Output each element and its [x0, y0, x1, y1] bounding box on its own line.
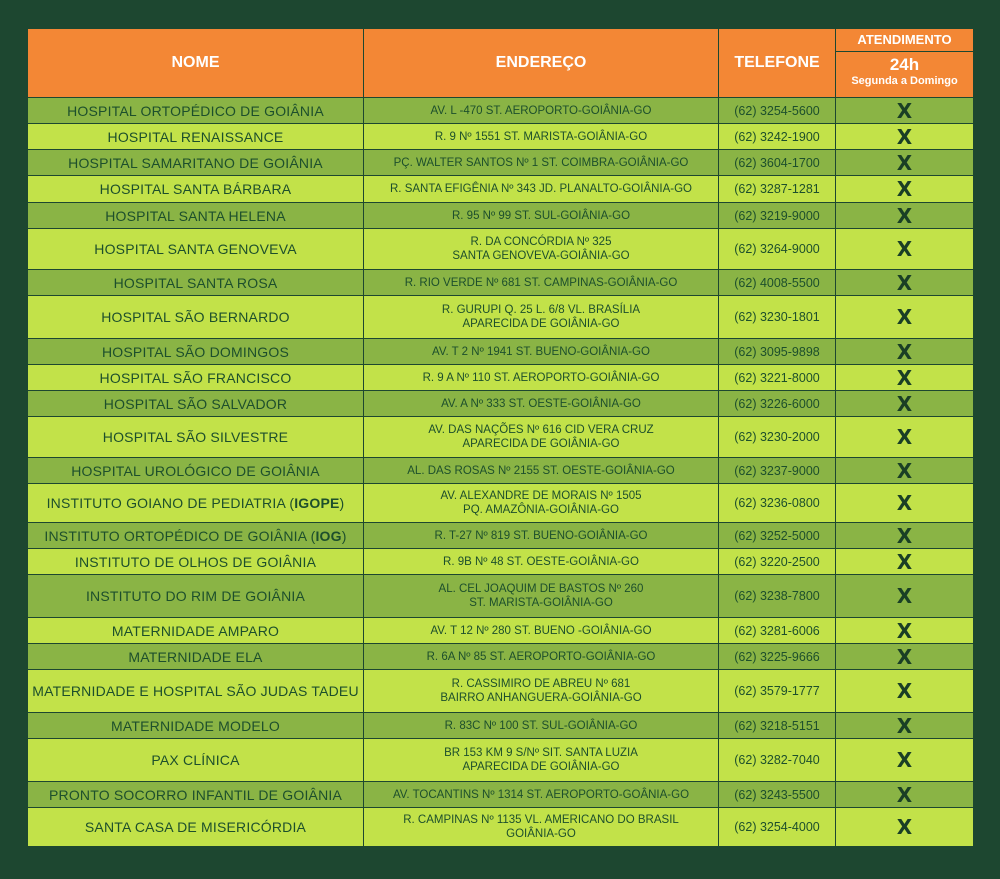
hospital-table-frame [27, 28, 973, 851]
hospital-address [364, 296, 719, 339]
hospital-phone: (62) 3237-9000 [719, 458, 836, 484]
address-line-1: AL. DAS ROSAS Nº 2155 ST. OESTE-GOIÂNIA-GO [407, 464, 675, 477]
hospital-address [364, 339, 719, 365]
address-line-2: ST. MARISTA-GOIÂNIA-GO [469, 597, 613, 609]
check-x-icon: X [836, 365, 974, 391]
hospital-name [28, 270, 364, 296]
table-row [28, 808, 974, 847]
check-x-icon: X [836, 523, 974, 549]
check-x-icon: X [836, 670, 974, 713]
check-x-icon: X [836, 417, 974, 458]
table-row [28, 670, 974, 713]
address-line-1: AV. TOCANTINS Nº 1314 ST. AEROPORTO-GOÂNIA-GO [392, 788, 690, 801]
table-row [28, 713, 974, 739]
header-days: Segunda a Domingo [851, 75, 958, 87]
check-x-icon: X [836, 808, 974, 847]
hospital-address [364, 575, 719, 618]
check-x-icon: X [836, 229, 974, 270]
hospital-name-text: HOSPITAL SÃO SALVADOR [103, 395, 288, 412]
address-line-1: AV. DAS NAÇÕES Nº 616 CID VERA CRUZ [428, 424, 654, 436]
address-line-1: R. 95 Nº 99 ST. SUL-GOIÂNIA-GO [451, 209, 631, 222]
check-x-icon: X [836, 782, 974, 808]
table-row [28, 203, 974, 229]
hospital-address [364, 713, 719, 739]
hospital-table [27, 28, 974, 847]
table-body [28, 98, 974, 847]
hospital-name-text: HOSPITAL SÃO FRANCISCO [99, 369, 292, 386]
hospital-name [28, 339, 364, 365]
header-24h: 24h [889, 55, 920, 74]
hospital-name [28, 484, 364, 523]
table-row [28, 739, 974, 782]
check-x-icon: X [836, 339, 974, 365]
hospital-phone: (62) 3219-9000 [719, 203, 836, 229]
hospital-phone: (62) 3230-2000 [719, 417, 836, 458]
address-line-1: R. CASSIMIRO DE ABREU Nº 681 [451, 678, 631, 690]
table-row [28, 176, 974, 203]
hospital-acronym: IOG [315, 527, 342, 544]
address-line-1: R. 6A Nº 85 ST. AEROPORTO-GOIÂNIA-GO [426, 650, 656, 663]
check-x-icon: X [836, 739, 974, 782]
hospital-name [28, 296, 364, 339]
hospital-phone: (62) 3243-5500 [719, 782, 836, 808]
address-line-2: SANTA GENOVEVA-GOIÂNIA-GO [452, 250, 630, 262]
address-line-1: R. 9 A Nº 110 ST. AEROPORTO-GOIÂNIA-GO [422, 371, 660, 384]
address-line-1: R. RIO VERDE Nº 681 ST. CAMPINAS-GOIÂNIA-GO [404, 276, 678, 289]
address-line-1: R. 9 Nº 1551 ST. MARISTA-GOIÂNIA-GO [434, 130, 648, 143]
hospital-address [364, 739, 719, 782]
hospital-name-text: MATERNIDADE ELA [128, 648, 263, 665]
hospital-name-end: ) [341, 527, 347, 544]
check-x-icon: X [836, 644, 974, 670]
hospital-name [28, 176, 364, 203]
table-row [28, 549, 974, 575]
hospital-name [28, 229, 364, 270]
hospital-phone: (62) 3225-9666 [719, 644, 836, 670]
table-row [28, 150, 974, 176]
hospital-name-text: HOSPITAL SANTA GENOVEVA [94, 241, 297, 257]
table-row [28, 98, 974, 124]
address-line-1: BR 153 KM 9 S/Nº SIT. SANTA LUZIA [444, 747, 638, 759]
hospital-name-text: MATERNIDADE E HOSPITAL SÃO JUDAS TADEU [32, 683, 359, 699]
hospital-address [364, 618, 719, 644]
check-x-icon: X [836, 98, 974, 124]
hospital-name-text: HOSPITAL UROLÓGICO DE GOIÂNIA [71, 462, 320, 479]
hospital-address [364, 417, 719, 458]
hospital-phone: (62) 3604-1700 [719, 150, 836, 176]
address-line-1: R. T-27 Nº 819 ST. BUENO-GOIÂNIA-GO [434, 529, 648, 542]
table-row [28, 270, 974, 296]
check-x-icon: X [836, 618, 974, 644]
hospital-phone: (62) 3236-0800 [719, 484, 836, 523]
hospital-phone: (62) 3218-5151 [719, 713, 836, 739]
hospital-name [28, 124, 364, 150]
check-x-icon: X [836, 484, 974, 523]
hospital-address [364, 98, 719, 124]
hospital-phone: (62) 3221-8000 [719, 365, 836, 391]
hospital-name [28, 713, 364, 739]
check-x-icon: X [836, 391, 974, 417]
check-x-icon: X [836, 549, 974, 575]
hospital-name-text: INSTITUTO ORTOPÉDICO DE GOIÂNIA ( [44, 527, 316, 544]
hospital-phone: (62) 3287-1281 [719, 176, 836, 203]
check-x-icon: X [836, 270, 974, 296]
hospital-name [28, 391, 364, 417]
address-line-1: R. SANTA EFIGÊNIA Nº 343 JD. PLANALTO-GOIÂNIA-GO [390, 183, 692, 195]
hospital-name [28, 417, 364, 458]
address-line-2: PQ. AMAZÔNIA-GOIÂNIA-GO [463, 504, 619, 516]
hospital-name-text: MATERNIDADE MODELO [110, 717, 281, 734]
address-line-1: AV. T 12 Nº 280 ST. BUENO -GOIÂNIA-GO [430, 624, 652, 637]
hospital-name [28, 618, 364, 644]
hospital-address [364, 365, 719, 391]
hospital-name [28, 458, 364, 484]
address-line-2: GOIÂNIA-GO [506, 828, 576, 840]
address-line-1: AL. CEL JOAQUIM DE BASTOS Nº 260 [438, 583, 644, 595]
address-line-2: BAIRRO ANHANGUERA-GOIÂNIA-GO [440, 692, 642, 704]
address-line-1: R. CAMPINAS Nº 1135 VL. AMERICANO DO BRASIL [403, 814, 679, 826]
hospital-name [28, 644, 364, 670]
table-row [28, 484, 974, 523]
hospital-address [364, 484, 719, 523]
header-telefone: TELEFONE [719, 29, 836, 98]
check-x-icon: X [836, 575, 974, 618]
hospital-address [364, 229, 719, 270]
table-row [28, 391, 974, 417]
hospital-name-text: INSTITUTO GOIANO DE PEDIATRIA ( [46, 495, 295, 511]
hospital-name-text: HOSPITAL ORTOPÉDICO DE GOIÂNIA [67, 102, 324, 119]
header-endereco: ENDEREÇO [364, 29, 719, 98]
address-line-2: APARECIDA DE GOIÂNIA-GO [462, 318, 620, 330]
address-line-1: AV. ALEXANDRE DE MORAIS Nº 1505 [440, 490, 642, 502]
hospital-phone: (62) 3226-6000 [719, 391, 836, 417]
hospital-phone: (62) 3281-6006 [719, 618, 836, 644]
hospital-name-text: HOSPITAL SANTA HELENA [105, 207, 286, 224]
hospital-name-text: INSTITUTO DO RIM DE GOIÂNIA [85, 588, 306, 604]
hospital-phone: (62) 3254-4000 [719, 808, 836, 847]
hospital-address [364, 270, 719, 296]
hospital-name-text: PAX CLÍNICA [151, 752, 240, 768]
hospital-phone: (62) 4008-5500 [719, 270, 836, 296]
hospital-address [364, 391, 719, 417]
address-line-1: AV. L -470 ST. AEROPORTO-GOIÂNIA-GO [430, 104, 652, 117]
hospital-name-text: HOSPITAL SÃO DOMINGOS [101, 343, 289, 360]
table-row [28, 644, 974, 670]
hospital-address [364, 523, 719, 549]
hospital-name [28, 782, 364, 808]
address-line-1: AV. A Nº 333 ST. OESTE-GOIÂNIA-GO [441, 397, 641, 410]
hospital-name [28, 98, 364, 124]
table-row [28, 296, 974, 339]
hospital-name-text: PRONTO SOCORRO INFANTIL DE GOIÂNIA [48, 786, 343, 803]
hospital-phone: (62) 3264-9000 [719, 229, 836, 270]
hospital-name [28, 739, 364, 782]
table-row [28, 365, 974, 391]
hospital-acronym: IGOPE [294, 495, 340, 511]
hospital-address [364, 203, 719, 229]
hospital-name-text: SANTA CASA DE MISERICÓRDIA [84, 819, 307, 835]
address-line-2: APARECIDA DE GOIÂNIA-GO [462, 761, 620, 773]
check-x-icon: X [836, 124, 974, 150]
table-row [28, 523, 974, 549]
table-row [28, 458, 974, 484]
hospital-phone: (62) 3220-2500 [719, 549, 836, 575]
hospital-phone: (62) 3254-5600 [719, 98, 836, 124]
table-row [28, 339, 974, 365]
hospital-name-text: HOSPITAL SANTA BÁRBARA [99, 181, 292, 197]
hospital-name-text: HOSPITAL SANTA ROSA [113, 274, 278, 291]
check-x-icon: X [836, 296, 974, 339]
table-row [28, 782, 974, 808]
header-atendimento [836, 29, 974, 98]
table-row [28, 417, 974, 458]
hospital-address [364, 458, 719, 484]
hospital-name-text: HOSPITAL SAMARITANO DE GOIÂNIA [68, 154, 323, 171]
hospital-address [364, 150, 719, 176]
hospital-name [28, 523, 364, 549]
hospital-name [28, 365, 364, 391]
address-line-2: APARECIDA DE GOIÂNIA-GO [462, 438, 620, 450]
check-x-icon: X [836, 713, 974, 739]
table-row [28, 124, 974, 150]
hospital-address [364, 549, 719, 575]
hospital-address [364, 782, 719, 808]
hospital-name-text: INSTITUTO DE OLHOS DE GOIÂNIA [74, 553, 317, 570]
check-x-icon: X [836, 458, 974, 484]
hospital-address [364, 124, 719, 150]
check-x-icon: X [836, 203, 974, 229]
hospital-name-end: ) [339, 495, 345, 511]
hospital-name [28, 549, 364, 575]
hospital-name-text: HOSPITAL RENAISSANCE [107, 128, 284, 145]
hospital-address [364, 670, 719, 713]
hospital-name [28, 150, 364, 176]
header-atendimento-label: ATENDIMENTO [836, 29, 973, 52]
table-row [28, 618, 974, 644]
address-line-1: R. 83C Nº 100 ST. SUL-GOIÂNIA-GO [444, 719, 638, 732]
address-line-1: R. DA CONCÓRDIA Nº 325 [470, 236, 612, 248]
table-row [28, 575, 974, 618]
table-row [28, 229, 974, 270]
hospital-name [28, 808, 364, 847]
table-header-row [28, 29, 974, 98]
hospital-name [28, 203, 364, 229]
hospital-address [364, 644, 719, 670]
hospital-name-text: MATERNIDADE AMPARO [111, 622, 280, 639]
address-line-1: PÇ. WALTER SANTOS Nº 1 ST. COIMBRA-GOIÂNIA-GO [393, 156, 689, 169]
hospital-phone: (62) 3242-1900 [719, 124, 836, 150]
hospital-address [364, 176, 719, 203]
hospital-phone: (62) 3238-7800 [719, 575, 836, 618]
hospital-phone: (62) 3095-9898 [719, 339, 836, 365]
check-x-icon: X [836, 150, 974, 176]
hospital-name [28, 575, 364, 618]
hospital-phone: (62) 3252-5000 [719, 523, 836, 549]
header-nome: NOME [28, 29, 364, 98]
hospital-name-text: HOSPITAL SÃO BERNARDO [101, 309, 290, 325]
hospital-phone: (62) 3579-1777 [719, 670, 836, 713]
hospital-name-text: HOSPITAL SÃO SILVESTRE [102, 429, 289, 445]
hospital-phone: (62) 3282-7040 [719, 739, 836, 782]
address-line-1: AV. T 2 Nº 1941 ST. BUENO-GOIÂNIA-GO [432, 345, 650, 358]
hospital-name [28, 670, 364, 713]
address-line-1: R. 9B Nº 48 ST. OESTE-GOIÂNIA-GO [443, 555, 639, 568]
hospital-address [364, 808, 719, 847]
hospital-phone: (62) 3230-1801 [719, 296, 836, 339]
check-x-icon: X [836, 176, 974, 203]
address-line-1: R. GURUPI Q. 25 L. 6/8 VL. BRASÍLIA [441, 304, 641, 316]
